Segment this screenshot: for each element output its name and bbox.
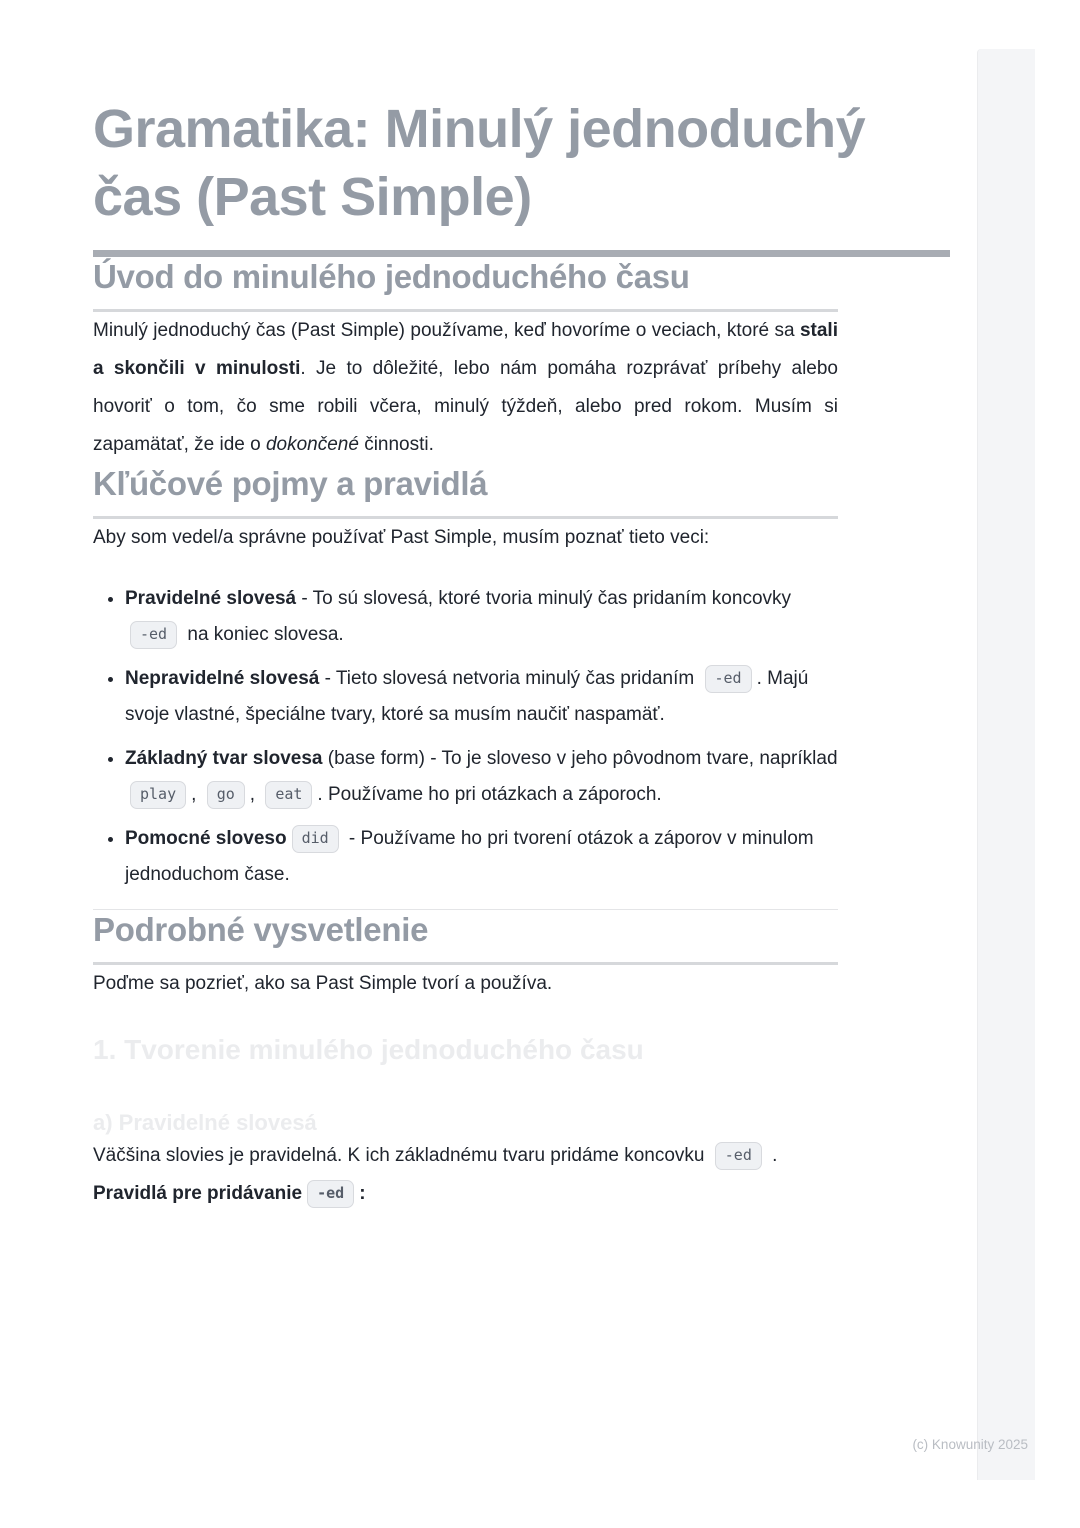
list-item (125, 741, 838, 813)
page-title-line-1: Gramatika: Minulý jednoduchý (93, 99, 866, 159)
key-concepts-heading: Kľúčové pojmy a pravidlá (93, 464, 838, 519)
intro-heading: Úvod do minulého jednoduchého času (93, 257, 838, 312)
key-concepts-lead: Aby som vedel/a správne používať Past Simple, musím poznať tieto veci: (93, 527, 710, 548)
ed-rules-label (93, 1175, 838, 1213)
concept-text: . Majú svoje vlastné, špeciálne tvary, ktoré sa musím naučiť naspamäť. (125, 668, 809, 725)
page-title (93, 0, 955, 231)
details-subheading-regular-verbs: a) Pravidelné slovesá (93, 1110, 317, 1135)
concept-term: Pomocné sloveso (125, 828, 287, 849)
code-chip: -ed (130, 621, 177, 649)
title-divider (93, 250, 950, 257)
section-intro (93, 257, 838, 464)
ed-rules-label-text: Pravidlá pre pridávanie (93, 1183, 303, 1204)
concept-separator: , (191, 784, 202, 805)
intro-text-3: činnosti. (358, 434, 434, 455)
intro-paragraph (93, 312, 838, 464)
copyright-notice: (c) Knowunity 2025 (912, 1437, 1028, 1452)
concept-text: - To sú slovesá, ktoré tvoria minulý čas pridaním koncovky (296, 588, 792, 609)
concept-term: Nepravidelné slovesá (125, 668, 320, 689)
list-item (125, 661, 838, 733)
section-key-concepts (93, 464, 838, 893)
intro-italic-word: dokončené (265, 434, 359, 455)
intro-bold-phrase: stali a skončili v minulosti (93, 320, 838, 379)
details-subheading-formation: 1. Tvorenie minulého jednoduchého času (93, 1034, 644, 1065)
concept-text: . Používame ho pri otázkach a záporoch. (317, 784, 662, 805)
concept-term: Pravidelné slovesá (125, 588, 297, 609)
code-chip: play (130, 781, 186, 809)
page-title-line-2: čas (Past Simple) (93, 167, 532, 227)
regular-verbs-paragraph (93, 1137, 838, 1175)
concept-text: - Používame ho pri tvorení otázok a záporov v minulom jednoduchom čase. (125, 828, 814, 885)
concept-text: (base form) - To je sloveso v jeho pôvodnom tvare, napríklad (322, 748, 838, 769)
section-details (93, 910, 838, 1213)
code-chip: go (207, 781, 245, 809)
list-item (125, 581, 838, 653)
ed-rules-colon: : (359, 1183, 366, 1204)
code-chip: -ed (705, 665, 752, 693)
concept-separator: , (249, 784, 261, 805)
concept-text: - Tieto slovesá netvoria minulý čas pridaním (319, 668, 700, 689)
regular-verbs-text-2: . (766, 1145, 778, 1166)
list-item (125, 821, 838, 893)
key-concepts-list (93, 581, 838, 893)
code-chip: did (292, 825, 339, 853)
scrollbar-track[interactable] (977, 49, 1035, 1480)
intro-text-2: . Je to dôležité, lebo nám pomáha rozprávať príbehy alebo hovoriť o tom, čo sme robili včera, minulý týždeň, alebo pred rokom. Musím si zapamätať, že ide o (93, 358, 838, 455)
details-lead: Poďme sa pozrieť, ako sa Past Simple tvorí a používa. (93, 973, 553, 994)
document-page (93, 0, 955, 1213)
regular-verbs-text-1: Väčšina slovies je pravidelná. K ich základnému tvaru pridáme koncovku (93, 1145, 710, 1166)
code-chip: -ed (715, 1142, 762, 1170)
intro-text-1: Minulý jednoduchý čas (Past Simple) používame, keď hovoríme o veciach, ktoré sa (93, 320, 800, 341)
concept-text: na koniec slovesa. (182, 624, 344, 645)
concept-term: Základný tvar slovesa (125, 748, 323, 769)
code-chip: -ed (307, 1180, 354, 1208)
details-heading: Podrobné vysvetlenie (93, 910, 838, 965)
code-chip: eat (265, 781, 312, 809)
